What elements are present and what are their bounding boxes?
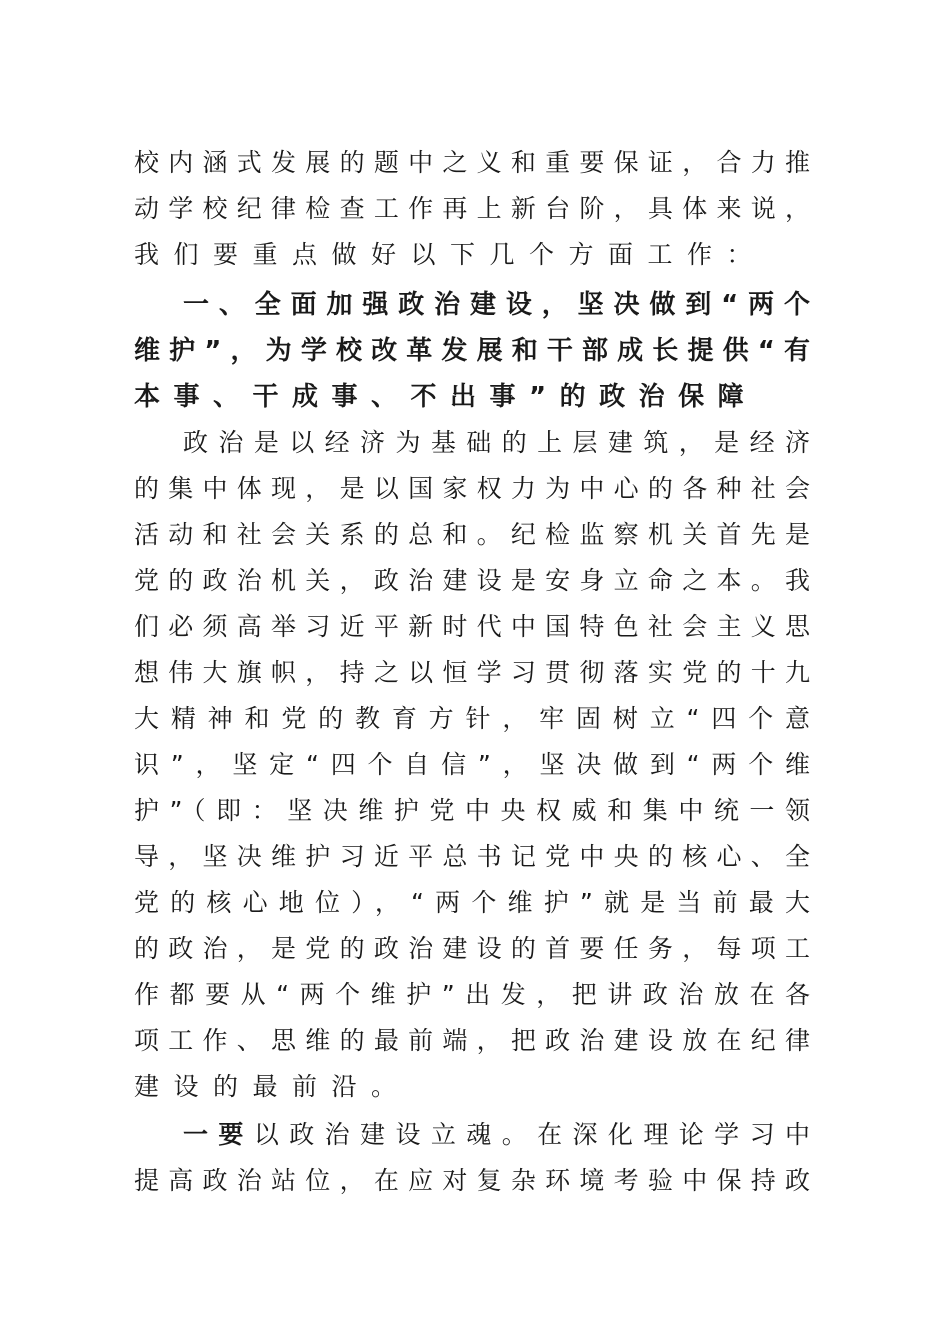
- body-line-10: 导，坚决维护习近平总书记党中央的核心、全: [134, 842, 810, 871]
- body-line-7: 大精神和党的教育方针，牢固树立“四个意: [134, 704, 810, 733]
- section-heading-line-1: 一、全面加强政治建设，坚决做到“两个: [183, 290, 810, 320]
- point-one-first-rest: 以政治建设立魂。在深化理论学习中: [253, 1120, 810, 1149]
- body-line-1: 政治是以经济为基础的上层建筑，是经济: [183, 428, 810, 457]
- body-line-8: 识”，坚定“四个自信”，坚决做到“两个维: [134, 750, 810, 779]
- body-line-5: 们必须高举习近平新时代中国特色社会主义思: [134, 612, 810, 641]
- body-line-2: 的集中体现，是以国家权力为中心的各种社会: [134, 474, 810, 503]
- body-line-13: 作都要从“两个维护”出发，把讲政治放在各: [134, 980, 810, 1009]
- body-line-6: 想伟大旗帜，持之以恒学习贯彻落实党的十九: [134, 658, 810, 687]
- intro-line-3: 我们要重点做好以下几个方面工作：: [134, 240, 767, 269]
- section-heading-line-3: 本事、干成事、不出事”的政治保障: [134, 382, 758, 412]
- intro-line-1: 校内涵式发展的题中之义和重要保证，合力推: [134, 148, 810, 177]
- point-one-line-1: [183, 1112, 810, 1158]
- body-line-15: 建设的最前沿。: [134, 1072, 411, 1101]
- body-line-9: 护”（即：坚决维护党中央权威和集中统一领: [134, 796, 810, 825]
- body-line-12: 的政治，是党的政治建设的首要任务，每项工: [134, 934, 810, 963]
- section-heading-line-2: 维护”，为学校改革发展和干部成长提供“有: [134, 336, 810, 366]
- body-line-4: 党的政治机关，政治建设是安身立命之本。我: [134, 566, 810, 595]
- point-one-lead: 一要: [183, 1120, 254, 1149]
- body-line-14: 项工作、思维的最前端，把政治建设放在纪律: [134, 1026, 810, 1055]
- body-line-11: 党的核心地位），“两个维护”就是当前最大: [134, 888, 810, 917]
- body-line-3: 活动和社会关系的总和。纪检监察机关首先是: [134, 520, 810, 549]
- point-one-line-2: 提高政治站位，在应对复杂环境考验中保持政: [134, 1166, 810, 1195]
- intro-line-2: 动学校纪律检查工作再上新台阶，具体来说，: [134, 194, 810, 223]
